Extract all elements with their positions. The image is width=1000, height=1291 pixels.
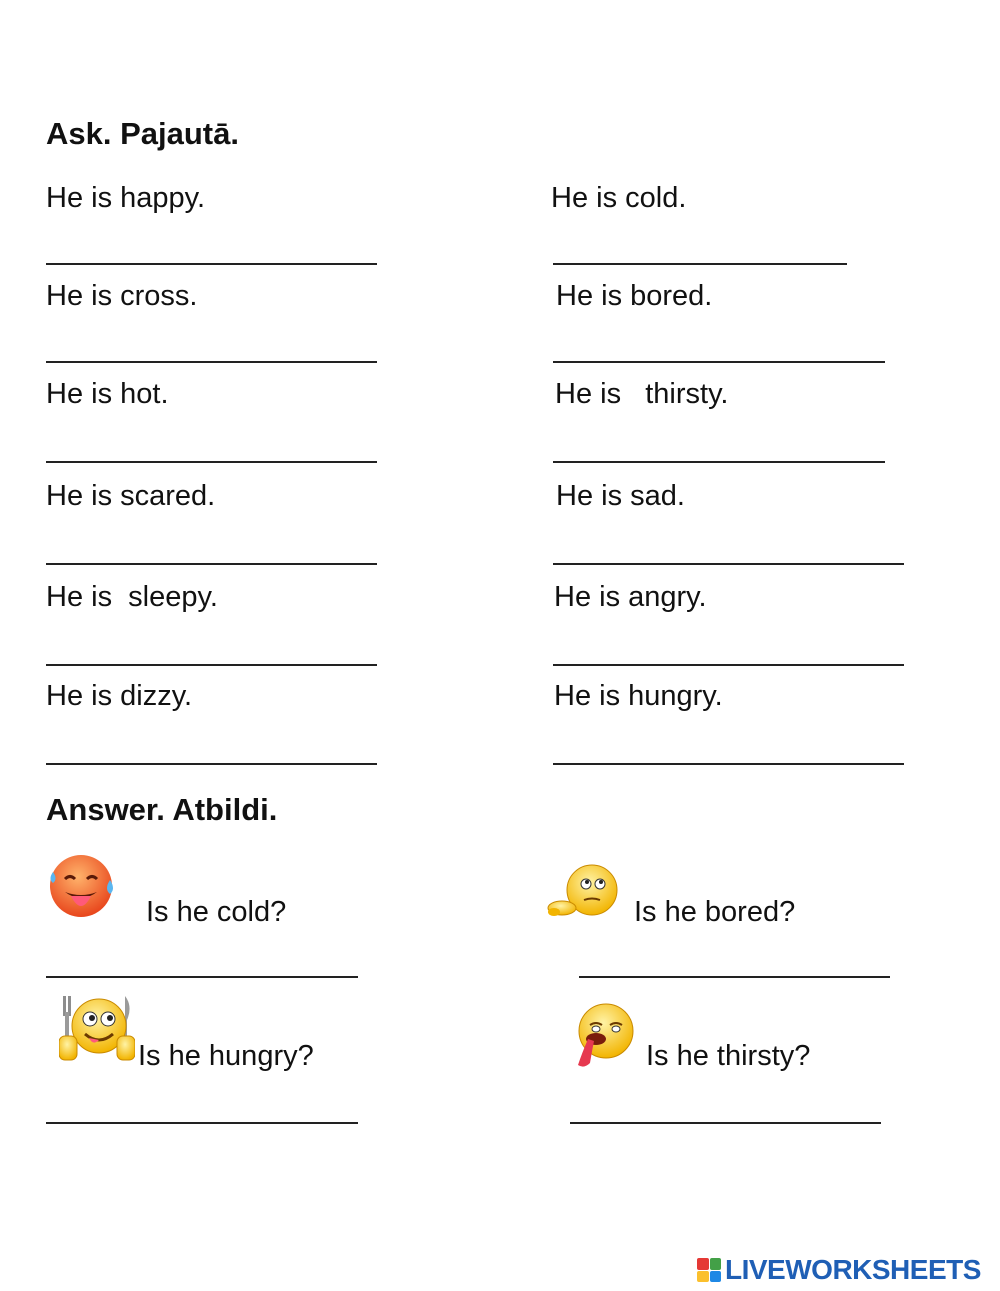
prompt-thirsty: He is thirsty.	[555, 378, 729, 410]
prompt-sleepy: He is sleepy.	[46, 581, 218, 613]
answer-line[interactable]	[46, 664, 377, 666]
prompt-angry: He is angry.	[554, 581, 707, 613]
liveworksheets-logo	[697, 1255, 981, 1285]
answer-line[interactable]	[553, 461, 885, 463]
bored-face-icon	[546, 862, 626, 924]
answer-line[interactable]	[553, 763, 904, 765]
answer-line[interactable]	[46, 976, 358, 978]
answer-line[interactable]	[553, 664, 904, 666]
brand-name: LIVEWORKSHEETS	[725, 1254, 981, 1285]
answer-line[interactable]	[46, 1122, 358, 1124]
answer-line[interactable]	[570, 1122, 881, 1124]
prompt-hot: He is hot.	[46, 378, 169, 410]
answer-line[interactable]	[553, 263, 847, 265]
hot-sweating-face-icon	[47, 852, 121, 922]
prompt-bored: He is bored.	[556, 280, 713, 312]
question-bored: Is he bored?	[634, 896, 796, 928]
prompt-sad: He is sad.	[556, 480, 685, 512]
answer-line[interactable]	[553, 563, 904, 565]
answer-heading: Answer. Atbildi.	[46, 792, 278, 827]
prompt-dizzy: He is dizzy.	[46, 680, 193, 712]
answer-line[interactable]	[46, 361, 377, 363]
answer-line[interactable]	[553, 361, 885, 363]
answer-line[interactable]	[46, 763, 377, 765]
prompt-happy: He is happy.	[46, 182, 206, 214]
question-hungry: Is he hungry?	[138, 1040, 314, 1072]
hungry-face-with-fork-knife-icon	[59, 994, 135, 1066]
answer-line[interactable]	[46, 563, 377, 565]
prompt-cross: He is cross.	[46, 280, 198, 312]
prompt-scared: He is scared.	[46, 480, 216, 512]
prompt-cold: He is cold.	[551, 182, 687, 214]
answer-line[interactable]	[46, 263, 377, 265]
thirsty-face-tongue-out-icon	[574, 1003, 636, 1069]
answer-line[interactable]	[46, 461, 377, 463]
answer-line[interactable]	[579, 976, 890, 978]
prompt-hungry: He is hungry.	[554, 680, 723, 712]
liveworksheets-logo-icon	[697, 1258, 721, 1282]
question-cold: Is he cold?	[146, 896, 287, 928]
ask-heading: Ask. Pajautā.	[46, 116, 239, 151]
question-thirsty: Is he thirsty?	[646, 1040, 811, 1072]
